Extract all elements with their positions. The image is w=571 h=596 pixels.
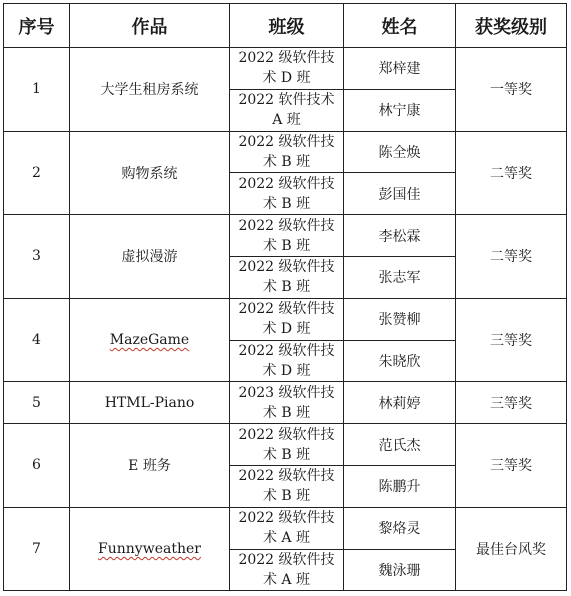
cell-class: 2022 级软件技术 A 班 — [230, 549, 344, 591]
cell-class: 2022 级软件技术 D 班 — [230, 340, 344, 382]
awards-table — [3, 3, 567, 591]
table-body — [4, 48, 567, 591]
cell-class: 2022 级软件技术 B 班 — [230, 424, 344, 466]
cell-name: 李松霖 — [344, 215, 456, 257]
cell-work — [70, 131, 230, 215]
cell-name: 林宁康 — [344, 89, 456, 131]
cell-work — [70, 424, 230, 508]
cell-name: 朱晓欣 — [344, 340, 456, 382]
cell-name: 黎烙灵 — [344, 507, 456, 549]
cell-name: 范氏杰 — [344, 424, 456, 466]
cell-name: 张志军 — [344, 256, 456, 298]
cell-number: 4 — [4, 298, 70, 382]
cell-number: 7 — [4, 507, 70, 591]
work-title: E 班务 — [128, 458, 171, 475]
header-work: 作品 — [70, 4, 230, 48]
cell-class: 2022 级软件技术 B 班 — [230, 465, 344, 507]
cell-award: 二等奖 — [456, 131, 567, 215]
table-row — [4, 382, 567, 424]
cell-award: 三等奖 — [456, 298, 567, 382]
work-title: Funnyweather — [98, 541, 201, 558]
cell-class: 2022 级软件技术 B 班 — [230, 256, 344, 298]
work-title: HTML-Piano — [104, 394, 195, 411]
header-award: 获奖级别 — [456, 4, 567, 48]
cell-work — [70, 48, 230, 132]
cell-award: 二等奖 — [456, 215, 567, 299]
cell-number: 3 — [4, 215, 70, 299]
cell-name: 陈鹏升 — [344, 465, 456, 507]
cell-award: 三等奖 — [456, 424, 567, 508]
cell-work — [70, 507, 230, 591]
cell-class: 2022 级软件技术 A 班 — [230, 507, 344, 549]
cell-name: 郑梓建 — [344, 48, 456, 90]
table-row — [4, 507, 567, 549]
work-title: 购物系统 — [121, 165, 178, 182]
header-number: 序号 — [4, 4, 70, 48]
cell-award: 三等奖 — [456, 382, 567, 424]
header-name: 姓名 — [344, 4, 456, 48]
cell-name: 魏泳珊 — [344, 549, 456, 591]
cell-award: 一等奖 — [456, 48, 567, 132]
table-row — [4, 424, 567, 466]
work-title: 大学生租房系统 — [100, 82, 199, 99]
cell-work — [70, 382, 230, 424]
cell-class: 2022 级软件技术 D 班 — [230, 48, 344, 90]
cell-name: 张赞柳 — [344, 298, 456, 340]
table-row — [4, 48, 567, 90]
cell-class: 2022 级软件技术 D 班 — [230, 298, 344, 340]
work-title: 虚拟漫游 — [121, 249, 178, 266]
cell-name: 陈全焕 — [344, 131, 456, 173]
cell-class: 2022 级软件技术 B 班 — [230, 131, 344, 173]
cell-class: 2022 级软件技术 B 班 — [230, 215, 344, 257]
cell-name: 林莉婷 — [344, 382, 456, 424]
table-row — [4, 215, 567, 257]
table-row — [4, 131, 567, 173]
cell-name: 彭国佳 — [344, 173, 456, 215]
cell-work — [70, 215, 230, 299]
header-row — [4, 4, 567, 48]
cell-number: 6 — [4, 424, 70, 508]
work-title: MazeGame — [109, 332, 190, 349]
header-class: 班级 — [230, 4, 344, 48]
cell-number: 1 — [4, 48, 70, 132]
table-row — [4, 298, 567, 340]
cell-class: 2022 级软件技术 B 班 — [230, 173, 344, 215]
cell-award: 最佳台风奖 — [456, 507, 567, 591]
cell-work — [70, 298, 230, 382]
cell-class: 2023 级软件技术 B 班 — [230, 382, 344, 424]
cell-number: 5 — [4, 382, 70, 424]
cell-number: 2 — [4, 131, 70, 215]
cell-class: 2022 软件技术 A 班 — [230, 89, 344, 131]
